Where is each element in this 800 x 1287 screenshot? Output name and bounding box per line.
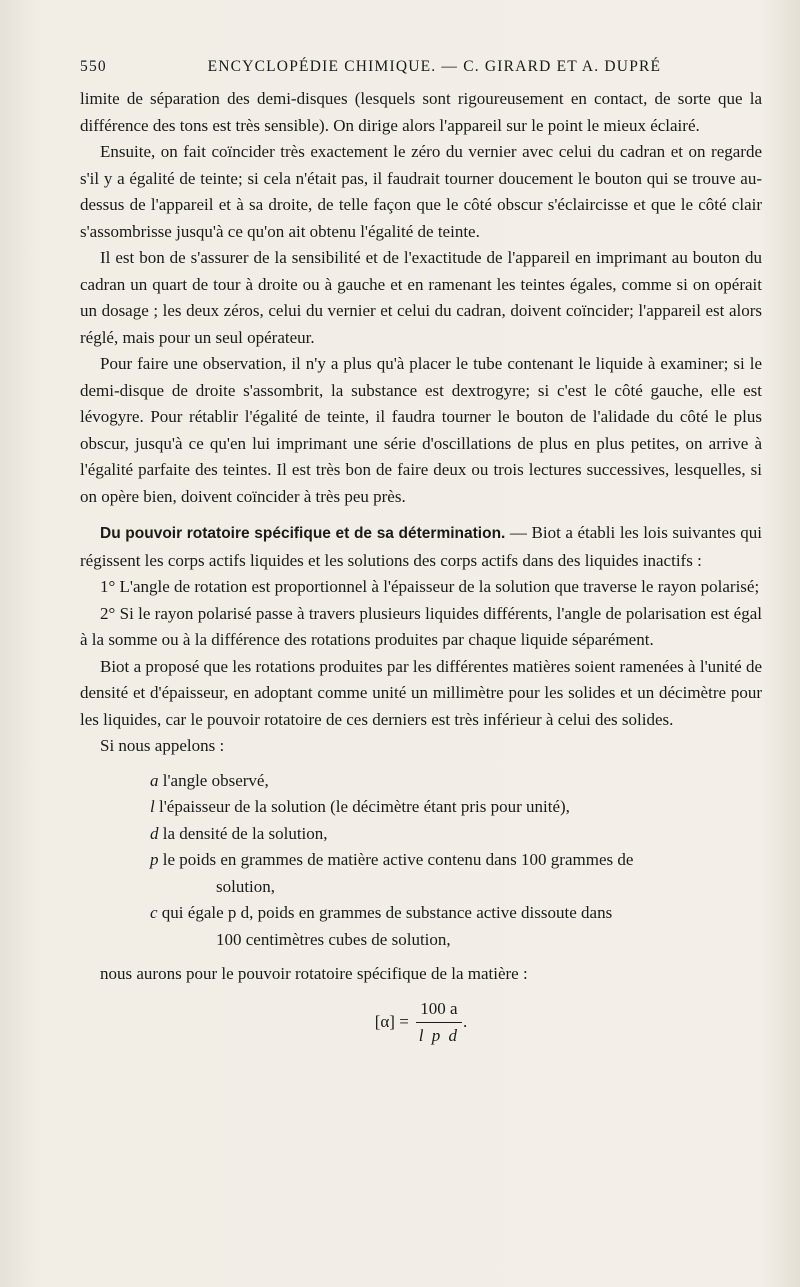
definition-text: le poids en grammes de matière active contenu dans 100 grammes de [158, 850, 634, 869]
formula-denominator: l p d [418, 1026, 460, 1045]
section-gap [80, 510, 762, 520]
definition-item [80, 900, 762, 953]
definition-symbol: d [150, 823, 159, 843]
formula-fraction [415, 996, 463, 1050]
paragraph-8: nous aurons pour le pouvoir rotatoire spécifique de la matière : [100, 964, 528, 983]
paragraph-7: Si nous appelons : [100, 736, 225, 755]
formula-suffix: . [463, 1012, 468, 1032]
definition-continuation: solution, [216, 876, 276, 896]
running-title: ENCYCLOPÉDIE CHIMIQUE. — C. GIRARD ET A. DUPRÉ [207, 58, 662, 75]
definition-text: l'épaisseur de la solution (le décimètre étant pris pour unité), [154, 797, 570, 816]
definition-symbol: l [150, 797, 155, 816]
section-intro: — Biot a établi les lois suivantes qui régissent les corps actifs liquides et les solutions des corps actifs dans des liquides inactifs : [80, 523, 762, 570]
formula-lhs: [α] = [374, 1012, 409, 1032]
formula-numerator: 100 a [416, 996, 461, 1024]
body-text [80, 86, 762, 1050]
definition-list [80, 768, 762, 954]
definition-text: la densité de la solution, [158, 823, 328, 843]
definition-item [80, 768, 762, 795]
definition-item [80, 847, 762, 900]
section-title: Du pouvoir rotatoire spécifique et de sa détermination. [100, 525, 506, 542]
paragraph-1: limite de séparation des demi-disques (lesquels sont rigoureusement en contact, de sorte que la différence des tons est très sensible). On dirige alors l'appareil sur le point le mieux éclairé. [80, 89, 762, 135]
definition-item [80, 794, 762, 821]
definition-symbol: p [150, 850, 159, 869]
law-2: 2° Si le rayon polarisé passe à travers plusieurs liquides différents, l'angle de polarisation est égal à la somme ou à la différence des rotations produites par chaque liquide séparément. [80, 603, 762, 649]
definition-text: qui égale p d, poids en grammes de substance active dissoute dans [157, 903, 613, 922]
law-1: 1° L'angle de rotation est proportionnel à l'épaisseur de la solution que traverse le rayon polarisé; [100, 577, 760, 596]
definition-symbol: a [150, 770, 159, 790]
section-paragraph [80, 520, 762, 574]
page-header [80, 58, 762, 76]
paragraph-6: Biot a proposé que les rotations produites par les différentes matières soient ramenées à l'unité de densité et d'épaisseur, en adoptant comme unité un millimètre pour les solides et un décimètre pour les liquides, car le pouvoir rotatoire de ces derniers est très inférieur à celui des solides. [80, 656, 762, 729]
definition-text: l'angle observé, [158, 770, 269, 790]
definition-symbol: c [150, 903, 158, 922]
page-number: 550 [80, 58, 107, 75]
definition-item [80, 821, 762, 848]
rotatory-power-formula [80, 996, 762, 1050]
paragraph-2: Ensuite, on fait coïncider très exactement le zéro du vernier avec celui du cadran et on regarde s'il y a égalité de teinte; si cela n'était pas, il faudrait tourner doucement le bouton qui se trouve au-dessus de l'appareil et à sa droite, de telle façon que le côté obscur s'éclaircisse et que le côté clair s'assombrisse jusqu'à ce qu'on ait obtenu l'égalité de teinte. [80, 142, 762, 241]
definition-continuation: 100 centimètres cubes de solution, [216, 929, 451, 949]
paragraph-4: Pour faire une observation, il n'y a plus qu'à placer le tube contenant le liquide à examiner; si le demi-disque de droite s'assombrit, la substance est dextrogyre; si c'est le côté gauche, elle est lévogyre. Pour rétablir l'égalité de teinte, il faudra tourner le bouton de l'alidade du côté le plus obscur, jusqu'à ce qu'en lui imprimant une série d'oscillations de plus en plus petites, on arrive à l'égalité parfaite des teintes. Il est très bon de faire deux ou trois lectures successives, lesquelles, si on opère bien, doivent coïncider à très peu près. [80, 354, 762, 506]
paragraph-3: Il est bon de s'assurer de la sensibilité et de l'exactitude de l'appareil en imprimant au bouton du cadran un quart de tour à droite ou à gauche et en ramenant les teintes égales, comme si on opérait un dosage ; les deux zéros, celui du vernier et celui du cadran, doivent coïncider; l'appareil est alors réglé, mais pour un seul opérateur. [80, 248, 762, 347]
